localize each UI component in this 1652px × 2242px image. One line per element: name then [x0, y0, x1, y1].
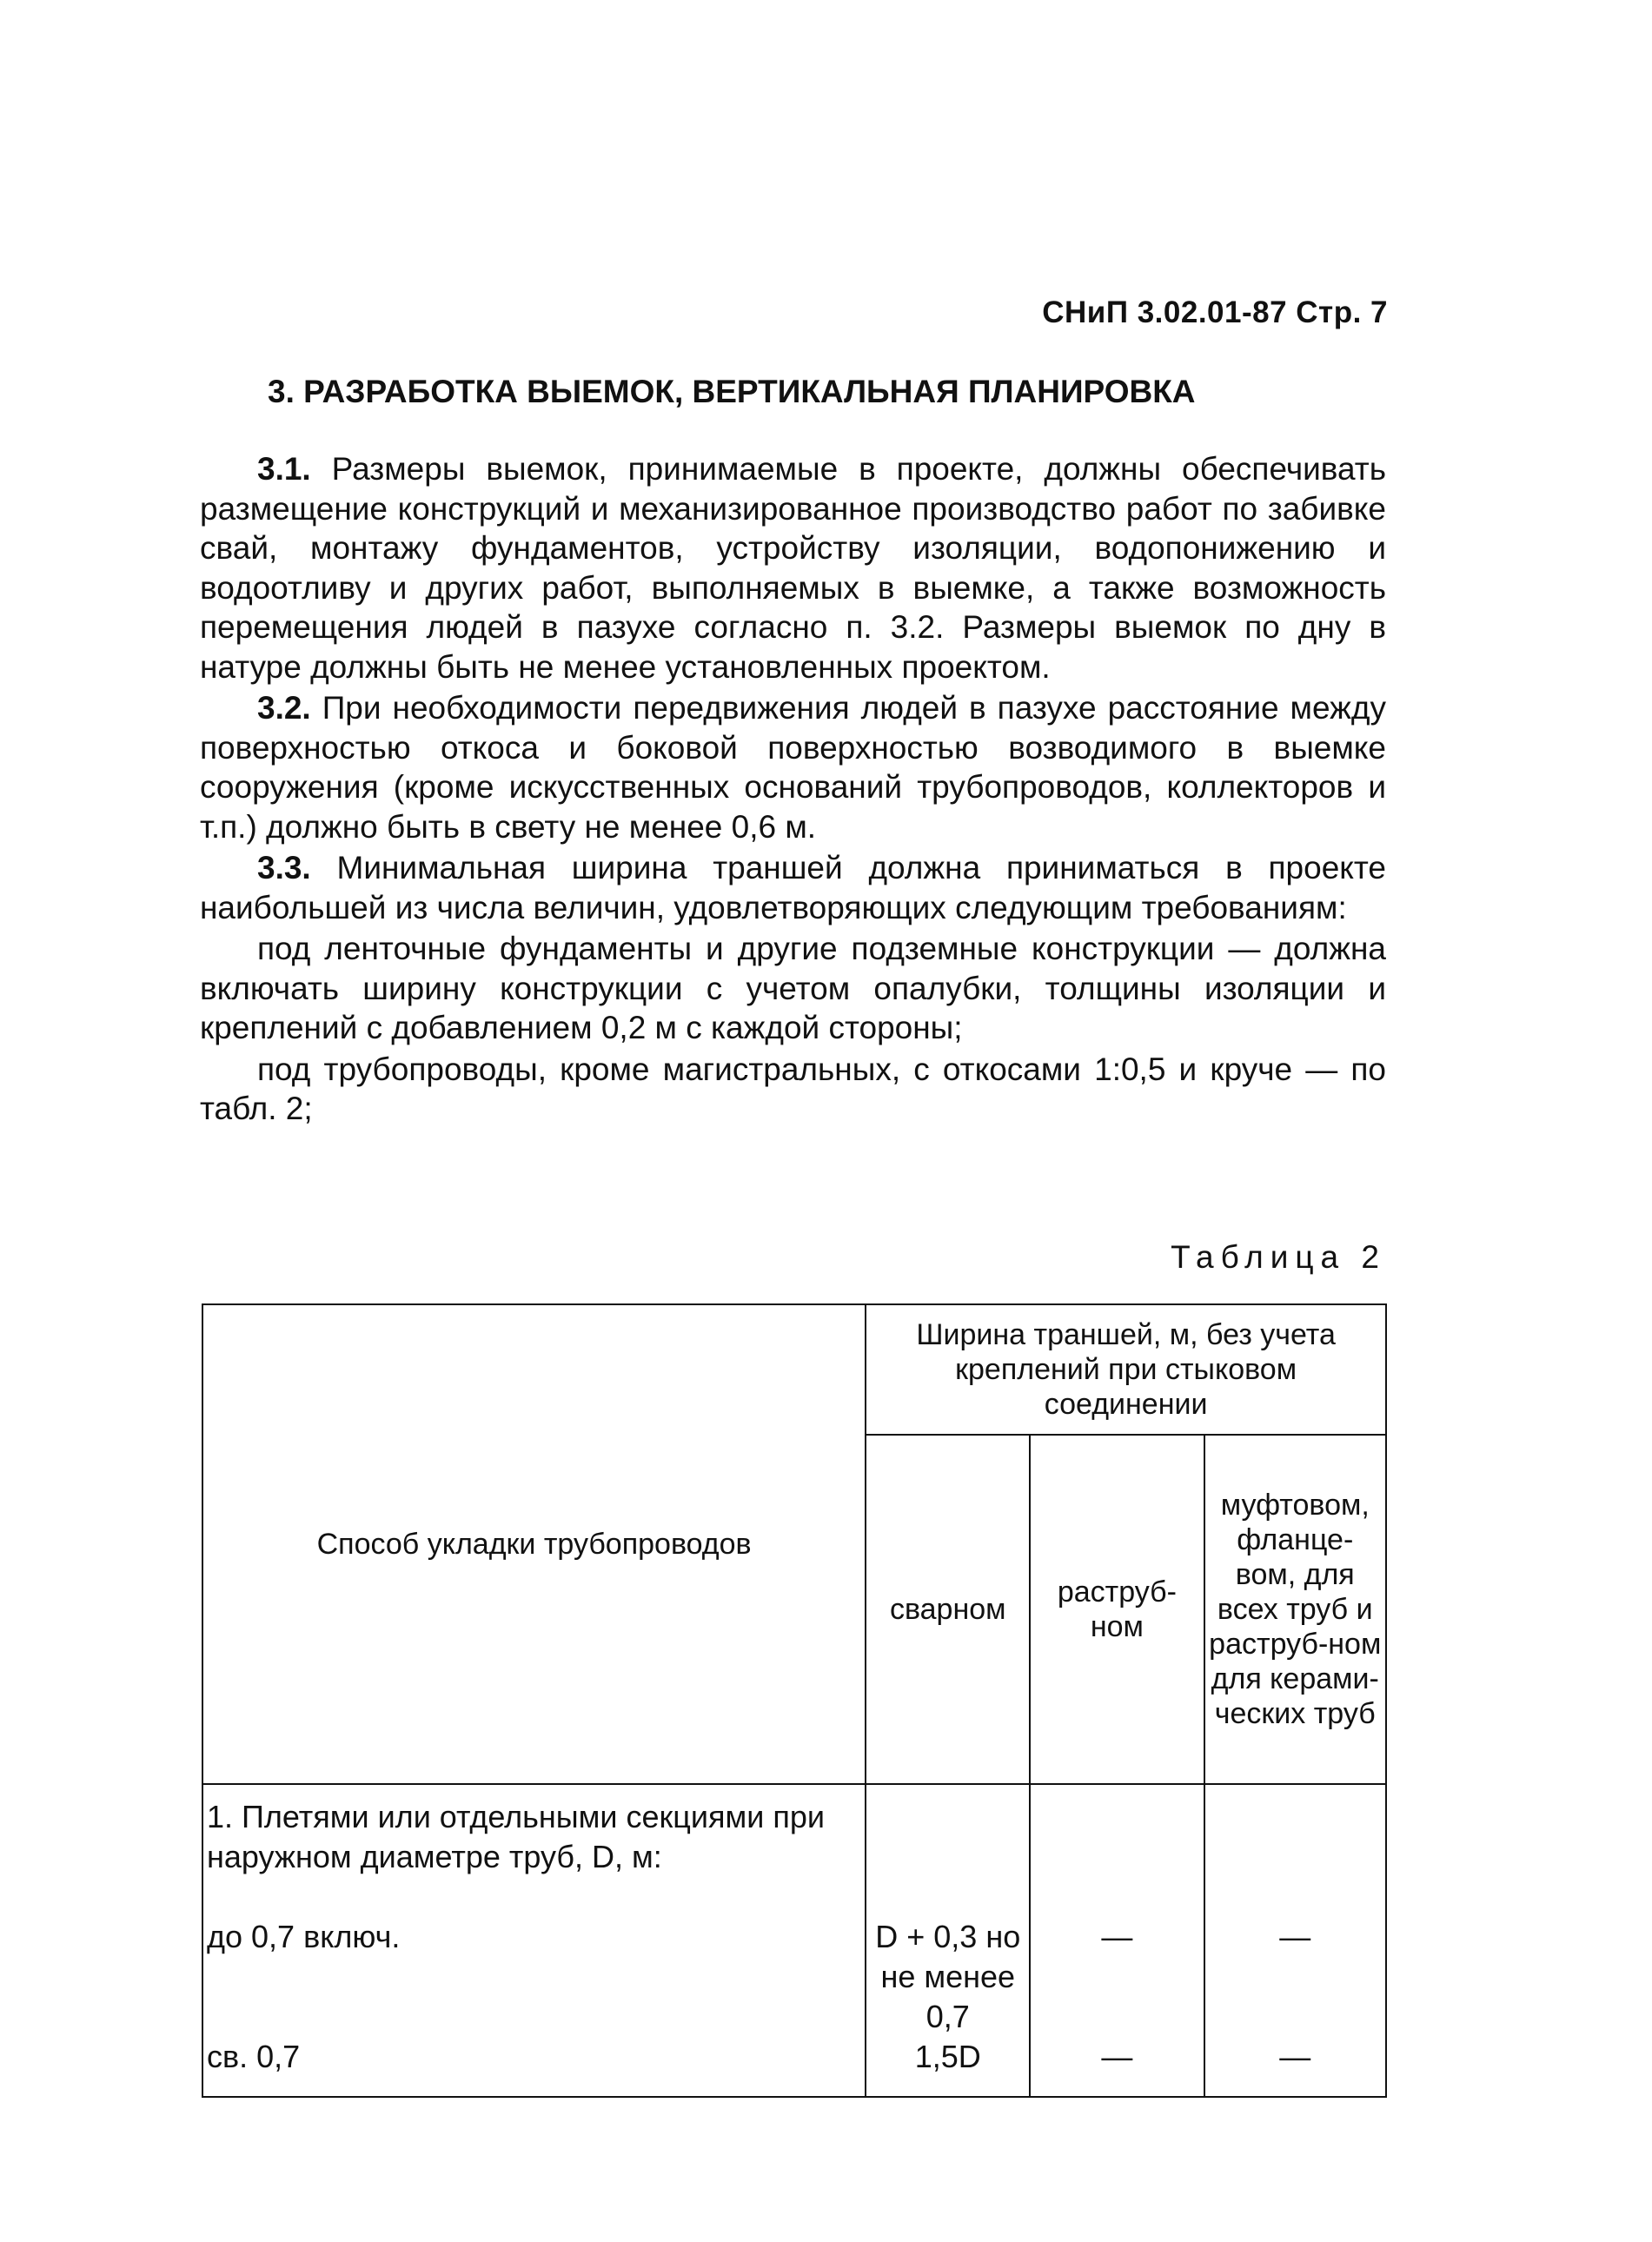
table-row-bell-cell — [1030, 1784, 1204, 2097]
coupling-value-1: — — [1279, 1919, 1311, 1954]
welded-value-1: D + 0,3 но не менее 0,7 — [875, 1919, 1021, 2034]
paragraph-foundations: под ленточные фундаменты и другие подземные конструкции — должна включать ширину конструкции с учетом опалубки, толщины изоляции и креплений с добавлением 0,2 м с каждой стороны; — [200, 931, 1386, 1045]
table-caption: Таблица 2 — [1171, 1239, 1386, 1275]
paragraph-text: Минимальная ширина траншей должна приниматься в проекте наибольшей из числа величин, удовлетворяющих следующим требованиям: — [200, 850, 1386, 925]
body-text — [200, 449, 1386, 1131]
paragraph-text: При необходимости передвижения людей в пазухе расстояние между поверхностью откоса и боковой поверхностью возводимого в выемке сооружения (кроме искусственных оснований трубопроводов, коллекторов и т.п.) должно быть в свету не менее 0,6 м. — [200, 690, 1386, 845]
section-title: 3. РАЗРАБОТКА ВЫЕМОК, ВЕРТИКАЛЬНАЯ ПЛАНИРОВКА — [268, 374, 1196, 409]
table-row-coupling-cell — [1204, 1784, 1387, 2097]
paragraph-number: 3.3. — [257, 850, 311, 886]
header-method: Способ укладки трубопроводов — [202, 1304, 866, 1784]
row-heading: 1. Плетями или отдельными секциями при наружном диаметре труб, D, м: — [207, 1799, 826, 1874]
bell-value-2: — — [1101, 2039, 1133, 2074]
paragraph-number: 3.1. — [257, 451, 311, 487]
paragraph-3-3 — [200, 848, 1386, 927]
row-label-1: до 0,7 включ. — [207, 1919, 401, 1954]
document-header: СНиП 3.02.01-87 Стр. 7 — [1042, 295, 1388, 329]
header-welded: сварном — [866, 1435, 1030, 1784]
header-bell: раструб-ном — [1030, 1435, 1204, 1784]
table-row-welded-cell — [866, 1784, 1030, 2097]
paragraph-pipelines: под трубопроводы, кроме магистральных, с откосами 1:0,5 и круче — по табл. 2; — [200, 1051, 1386, 1126]
paragraph-3-1 — [200, 449, 1386, 687]
welded-value-2: 1,5D — [914, 2039, 981, 2074]
row-label-2: св. 0,7 — [207, 2039, 301, 2074]
paragraph-text: Размеры выемок, принимаемые в проекте, должны обеспечивать размещение конструкций и механизированное производство работ по забивке свай, монтажу фундаментов, устройству изоляции, водопонижению и водоотливу и других работ, выполняемых в выемке, а также возможность перемещения людей в пазухе согласно п. 3.2. Размеры выемок по дну в натуре должны быть не менее установленных проектом. — [200, 451, 1386, 685]
paragraph-3-2 — [200, 688, 1386, 846]
header-width-group: Ширина траншей, м, без учета креплений при стыковом соединении — [866, 1304, 1386, 1435]
coupling-value-2: — — [1279, 2039, 1311, 2074]
paragraph-number: 3.2. — [257, 690, 311, 726]
table-row-method-cell — [202, 1784, 866, 2097]
bell-value-1: — — [1101, 1919, 1133, 1954]
header-coupling: муфтовом, фланце-вом, для всех труб и раструб-ном для керами-ческих труб — [1204, 1435, 1387, 1784]
trench-width-table — [202, 1303, 1387, 2098]
